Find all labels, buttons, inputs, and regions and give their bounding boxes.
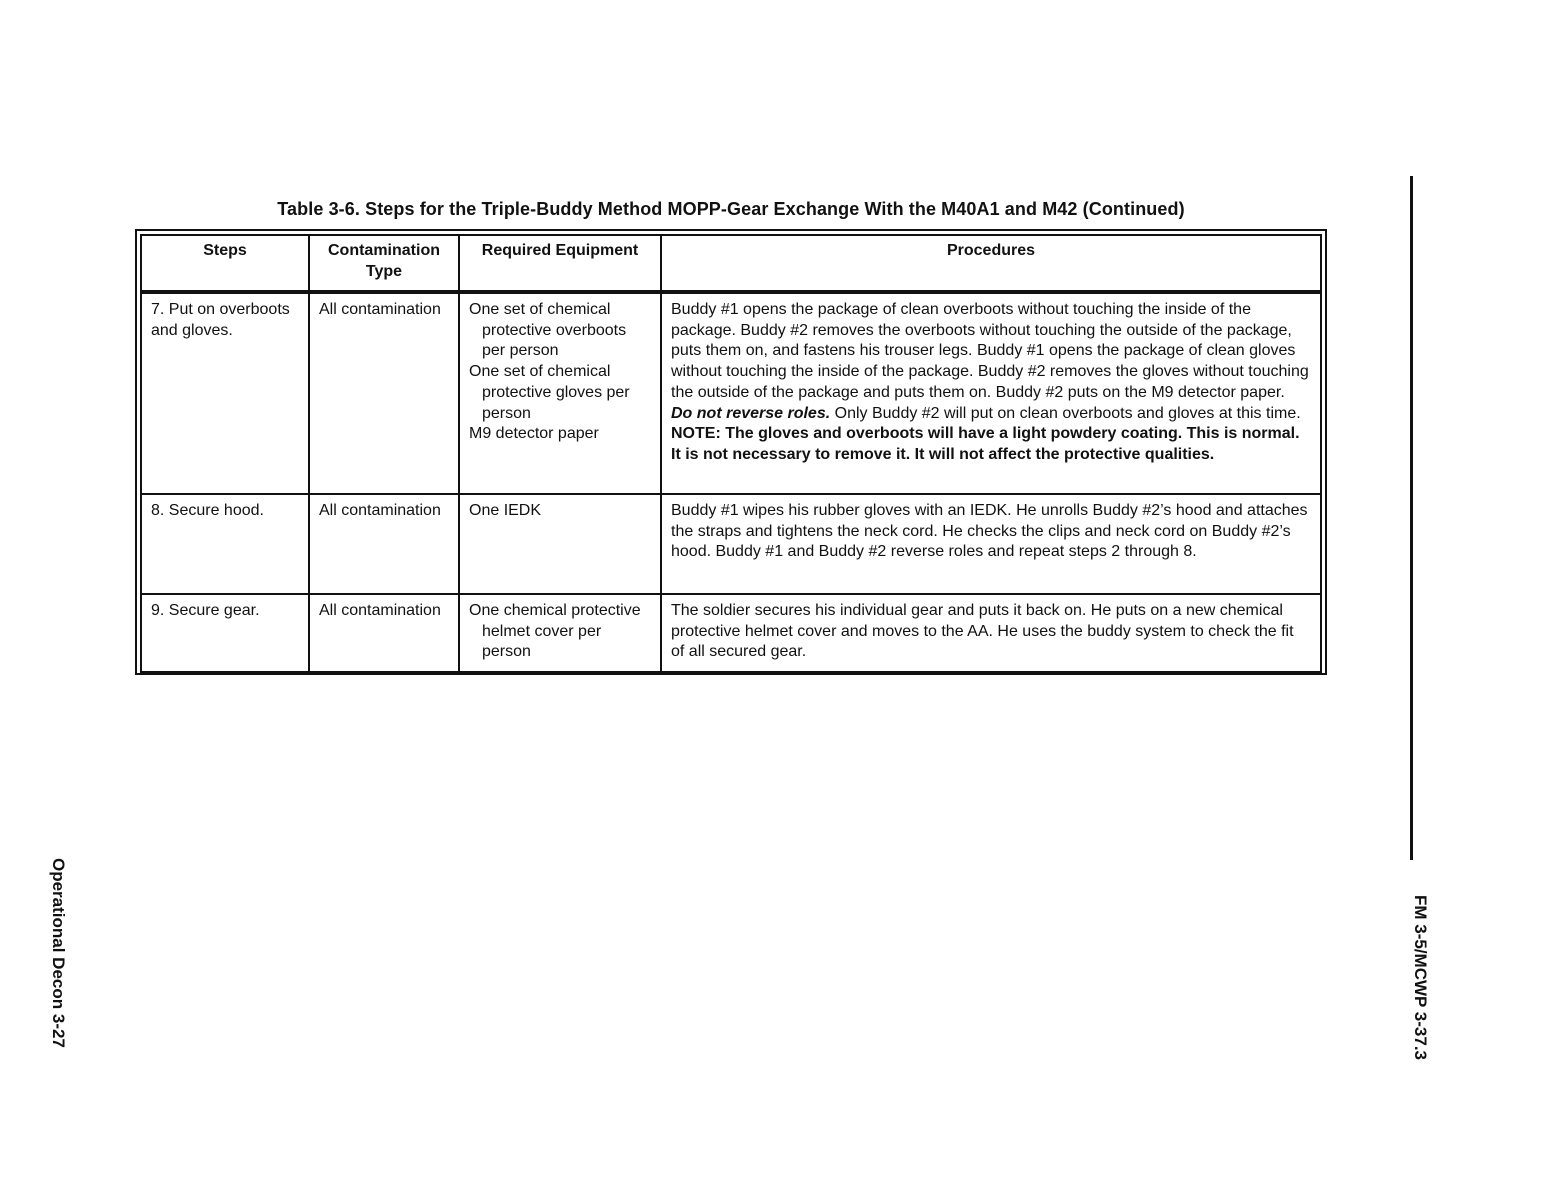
procedure-cell: The soldier secures his individual gear and puts it back on. He puts on a new chemical protective helmet cover and moves to the AA. He uses the buddy system to check the fit of all secured gear. — [661, 594, 1321, 672]
contamination-cell: All contamination — [309, 594, 459, 672]
equipment-item: One IEDK — [469, 502, 542, 519]
table-frame — [135, 229, 1327, 675]
procedure-text: Only Buddy #2 will put on clean overboots and gloves at this time. — [834, 404, 1301, 422]
equipment-cell — [459, 494, 661, 594]
equipment-item: One set of chemical protective overboots per person — [469, 301, 627, 360]
table-row — [141, 292, 1321, 494]
page-footer-left: Operational Decon 3-27 — [49, 858, 68, 1048]
table-title: Table 3-6. Steps for the Triple-Buddy Method MOPP-Gear Exchange With the M40A1 and M42 (Continued) — [277, 199, 1185, 219]
header-procedures: Procedures — [661, 235, 1321, 292]
contamination-cell: All contamination — [309, 494, 459, 594]
equipment-cell — [459, 292, 661, 494]
table-row — [141, 594, 1321, 672]
contamination-cell: All contamination — [309, 292, 459, 494]
procedure-emphasis: Do not reverse roles. — [671, 404, 831, 422]
equipment-item: M9 detector paper — [469, 425, 599, 443]
equipment-cell — [459, 594, 661, 672]
table-row — [141, 494, 1321, 594]
header-steps: Steps — [141, 235, 309, 292]
header-contamination-type: Contamination Type — [309, 235, 459, 292]
procedure-note: NOTE: The gloves and overboots will have a light powdery coating. This is normal. It is not necessary to remove it. It will not affect the protective qualities. — [671, 425, 1300, 463]
equipment-item: One set of chemical protective gloves per person — [469, 363, 630, 422]
procedure-cell — [661, 292, 1321, 494]
margin-rule — [1410, 176, 1413, 860]
steps-table — [140, 234, 1322, 673]
procedure-text: Buddy #1 opens the package of clean overboots without touching the inside of the package. Buddy #2 removes the overboots without touching the outside of the package, puts them on, and fastens his trouser legs. Buddy #1 opens the package of clean gloves without touching the inside of the package. Buddy #2 removes the gloves without touching the outside of the package and puts them on. Buddy #2 puts on the M9 detector paper. — [671, 301, 1309, 401]
step-cell: 8. Secure hood. — [141, 494, 309, 594]
equipment-item: One chemical protective helmet cover per person — [469, 602, 641, 661]
table-header-row — [141, 235, 1321, 292]
step-cell: 9. Secure gear. — [141, 594, 309, 672]
header-required-equipment: Required Equipment — [459, 235, 661, 292]
procedure-cell: Buddy #1 wipes his rubber gloves with an IEDK. He unrolls Buddy #2’s hood and attaches the straps and tightens the neck cord. He checks the clips and neck cord on Buddy #2’s hood. Buddy #1 and Buddy #2 reverse roles and repeat steps 2 through 8. — [661, 494, 1321, 594]
step-cell: 7. Put on overboots and gloves. — [141, 292, 309, 494]
page-footer-right: FM 3-5/MCWP 3-37.3 — [1411, 895, 1430, 1061]
